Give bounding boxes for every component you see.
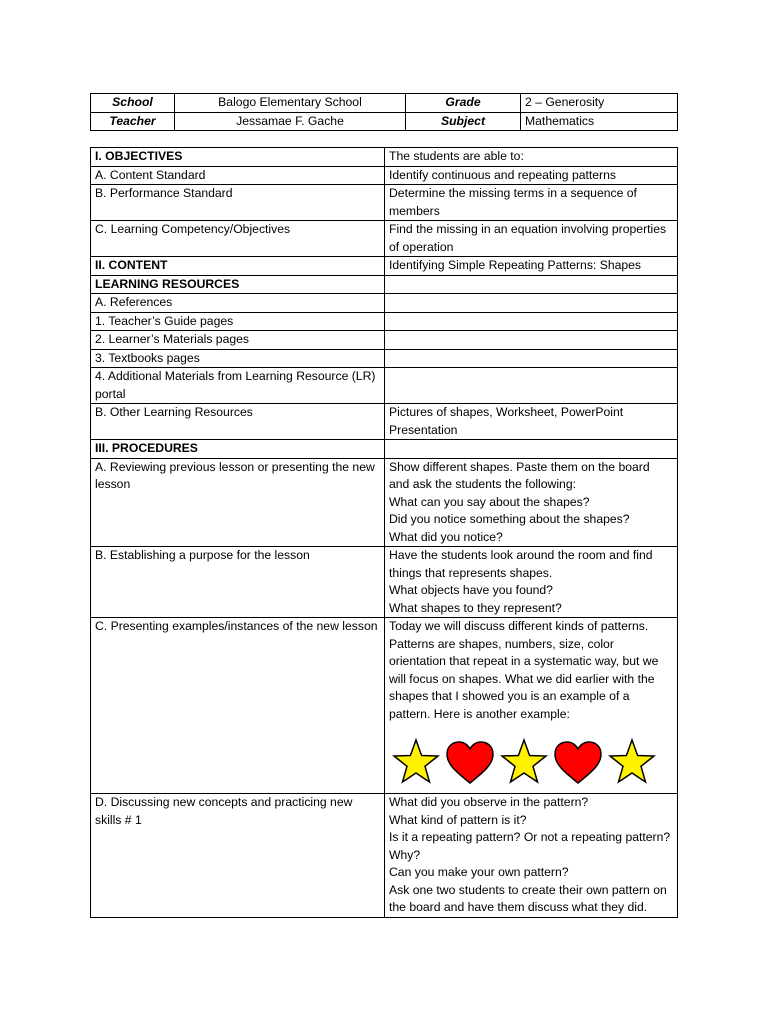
reviewing-line: What did you notice? [389,529,503,544]
star-icon [391,738,441,788]
grade-label: Grade [406,94,521,113]
resources-heading: LEARNING RESOURCES [91,275,385,294]
discussing-line: What did you observe in the pattern? [389,795,589,809]
table-row [91,458,678,547]
examples-value [385,618,678,794]
textbooks-value [385,349,678,368]
discussing-line: What kind of pattern is it? [389,812,527,827]
table-row [91,166,678,185]
procedures-heading: III. PROCEDURES [91,440,385,459]
performance-standard-value: Determine the missing terms in a sequence of members [385,185,678,221]
table-row [91,331,678,350]
references-label: A. References [91,294,385,313]
table-row [91,440,678,459]
objectives-heading: I. OBJECTIVES [91,148,385,167]
purpose-value [385,547,678,618]
procedures-value [385,440,678,459]
table-row [91,257,678,276]
content-heading: II. CONTENT [91,257,385,276]
learners-materials-value [385,331,678,350]
star-icon [607,738,657,788]
learners-materials-label: 2. Learner’s Materials pages [91,331,385,350]
objectives-value: The students are able to: [385,148,678,167]
resources-value [385,275,678,294]
reviewing-label: A. Reviewing previous lesson or presenting the new lesson [91,458,385,547]
shape-pattern [389,733,673,793]
school-value: Balogo Elementary School [175,94,406,113]
teacher-value: Jessamae F. Gache [175,112,406,131]
competency-value: Find the missing in an equation involving properties of operation [385,221,678,257]
table-row [91,404,678,440]
discussing-line: Can you make your own pattern? [389,865,569,879]
table-row [91,547,678,618]
teachers-guide-value [385,312,678,331]
header-table [90,93,678,131]
lesson-plan-table [90,147,678,918]
table-row [91,618,678,794]
teachers-guide-label: 1. Teacher’s Guide pages [91,312,385,331]
reviewing-line: Did you notice something about the shapes? [389,512,630,526]
references-value [385,294,678,313]
table-row [91,312,678,331]
other-resources-label: B. Other Learning Resources [91,404,385,440]
subject-label: Subject [406,112,521,131]
examples-text: Today we will discuss different kinds of patterns. Patterns are shapes, numbers, size, color orientation that repeat in a systematic way, but we will focus on shapes. What we did earlier with the shapes that I showed you is an example of a pattern. Here is another example: [389,619,659,721]
table-row [91,148,678,167]
examples-label: C. Presenting examples/instances of the new lesson [91,618,385,794]
content-value: Identifying Simple Repeating Patterns: Shapes [385,257,678,276]
table-row [91,221,678,257]
table-row [91,368,678,404]
content-standard-label: A. Content Standard [91,166,385,185]
subject-value: Mathematics [521,112,678,131]
star-icon [499,738,549,788]
discussing-value [385,794,678,918]
additional-materials-value [385,368,678,404]
purpose-line: What objects have you found? [389,583,553,597]
reviewing-line: What can you say about the shapes? [389,494,590,509]
performance-standard-label: B. Performance Standard [91,185,385,221]
table-row [91,294,678,313]
heart-icon [445,740,495,786]
purpose-line: Have the students look around the room and find things that represents shapes. [389,548,653,580]
grade-value: 2 – Generosity [521,94,678,113]
textbooks-label: 3. Textbooks pages [91,349,385,368]
discussing-label: D. Discussing new concepts and practicing new skills # 1 [91,794,385,918]
reviewing-value [385,458,678,547]
additional-materials-label: 4. Additional Materials from Learning Resource (LR) portal [91,368,385,404]
other-resources-value: Pictures of shapes, Worksheet, PowerPoint Presentation [385,404,678,440]
teacher-label: Teacher [91,112,175,131]
discussing-line: Ask one two students to create their own pattern on the board and have them discuss what they did. [389,882,667,914]
purpose-label: B. Establishing a purpose for the lesson [91,547,385,618]
content-standard-value: Identify continuous and repeating patterns [385,166,678,185]
table-row [91,794,678,918]
reviewing-line: Show different shapes. Paste them on the board and ask the students the following: [389,459,650,491]
discussing-line: Is it a repeating pattern? Or not a repeating pattern? Why? [389,830,671,862]
school-label: School [91,94,175,113]
table-row [91,185,678,221]
table-row [91,349,678,368]
competency-label: C. Learning Competency/Objectives [91,221,385,257]
table-row [91,275,678,294]
purpose-line: What shapes to they represent? [389,600,562,615]
heart-icon [553,740,603,786]
